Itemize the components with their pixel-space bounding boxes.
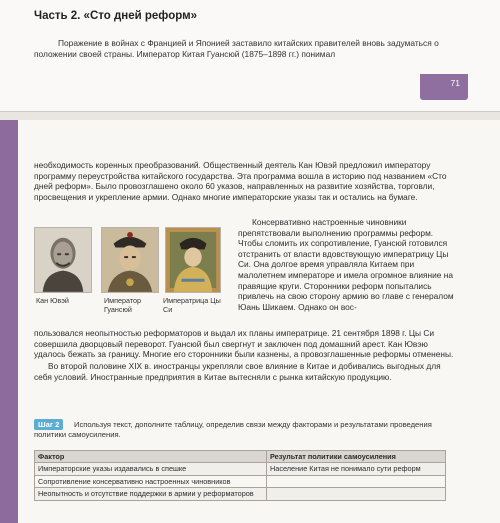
factors-table	[34, 450, 446, 501]
paragraph-coup: пользовался неопытностью реформаторов и выдал их планы императрице. 21 сентября 1898 г. Цы Си совершила дворцовый переворот. Гуансюй был свергнут и заключен под домашний арест. Кан Ювэю удалось бежать за границу. Многие его сторонники были казнены, а провозглашенные реформы отменены.	[34, 328, 454, 360]
portrait-cixi	[165, 227, 221, 293]
caption-guangxu: Император Гуансюй	[104, 296, 142, 314]
previous-page	[0, 0, 500, 112]
paragraph-foreigners: Во второй половине XIX в. иностранцы укрепляли свое влияние в Китае и добивались выгодных для себя условий. Иностранные предприятия в Китае вытесняли с рынка китайскую продукцию.	[34, 361, 441, 382]
table-row	[35, 488, 446, 500]
portrait-guangxu	[101, 227, 159, 293]
table-cell-result[interactable]	[267, 475, 446, 487]
paragraph-resistance: Консервативно настроенные чиновники препятствовали выполнению программы реформ. Чтобы сломить их сопротивление, Гуансюй готовился отстранить от власти вдовствующую императрицу Цы Си. Она долгое время управляла Китаем при малолетнем императоре и имела огромное влияние на правящие круги. Сторонники реформ попытались привлечь на свою сторону армию во главе с генералом Юань Шикаем. Однако он вос-	[238, 217, 454, 312]
table-row	[35, 475, 446, 487]
header-result: Результат политики самоусиления	[267, 451, 446, 463]
table-cell-factor: Неопытность и отсутствие поддержки в армии у реформаторов	[35, 488, 267, 500]
paragraph-reforms: необходимость коренных преобразований. Общественный деятель Кан Ювэй предложил императору программу переустройства китайского государства. Эта программа вошла в историю под названием «Сто дней реформ». Было провозглашено около 60 указов, направленных на развитие хозяйства, торговли, просвещения и укрепление армии. Однако многие императорские указы так и остались на бумаге.	[34, 160, 447, 202]
caption-kang-youwei: Кан Ювэй	[36, 296, 69, 305]
chapter-title: Часть 2. «Сто дней реформ»	[34, 10, 197, 22]
page-number: 71	[450, 78, 460, 88]
portrait-kang-youwei	[34, 227, 92, 293]
intro-paragraph: Поражение в войнах с Францией и Японией заставило китайских правителей вновь задуматься о положении своей страны. Император Китая Гуансюй (1875–1898 гг.) понимал	[34, 38, 439, 60]
portrait-guangxu-image	[102, 228, 158, 292]
step-badge: Шаг 2	[34, 419, 63, 430]
table-cell-factor: Сопротивление консервативно настроенных чиновников	[35, 475, 267, 487]
table-cell-result[interactable]	[267, 488, 446, 500]
portrait-cixi-image	[166, 228, 220, 292]
caption-cixi: Императрица Цы Си	[163, 296, 221, 314]
page-side-bar	[0, 120, 18, 523]
portrait-kang-youwei-image	[35, 228, 91, 292]
task-instructions: Используя текст, дополните таблицу, определив связи между факторами и результатами проведения политики самоусиления.	[34, 420, 432, 439]
table-cell-factor: Императорские указы издавались в спешке	[35, 463, 267, 475]
table-row	[35, 463, 446, 475]
header-factor: Фактор	[35, 451, 267, 463]
table-cell-result[interactable]: Население Китая не понимало сути реформ	[267, 463, 446, 475]
table-header-row	[35, 451, 446, 463]
page-number-tab	[420, 74, 468, 100]
